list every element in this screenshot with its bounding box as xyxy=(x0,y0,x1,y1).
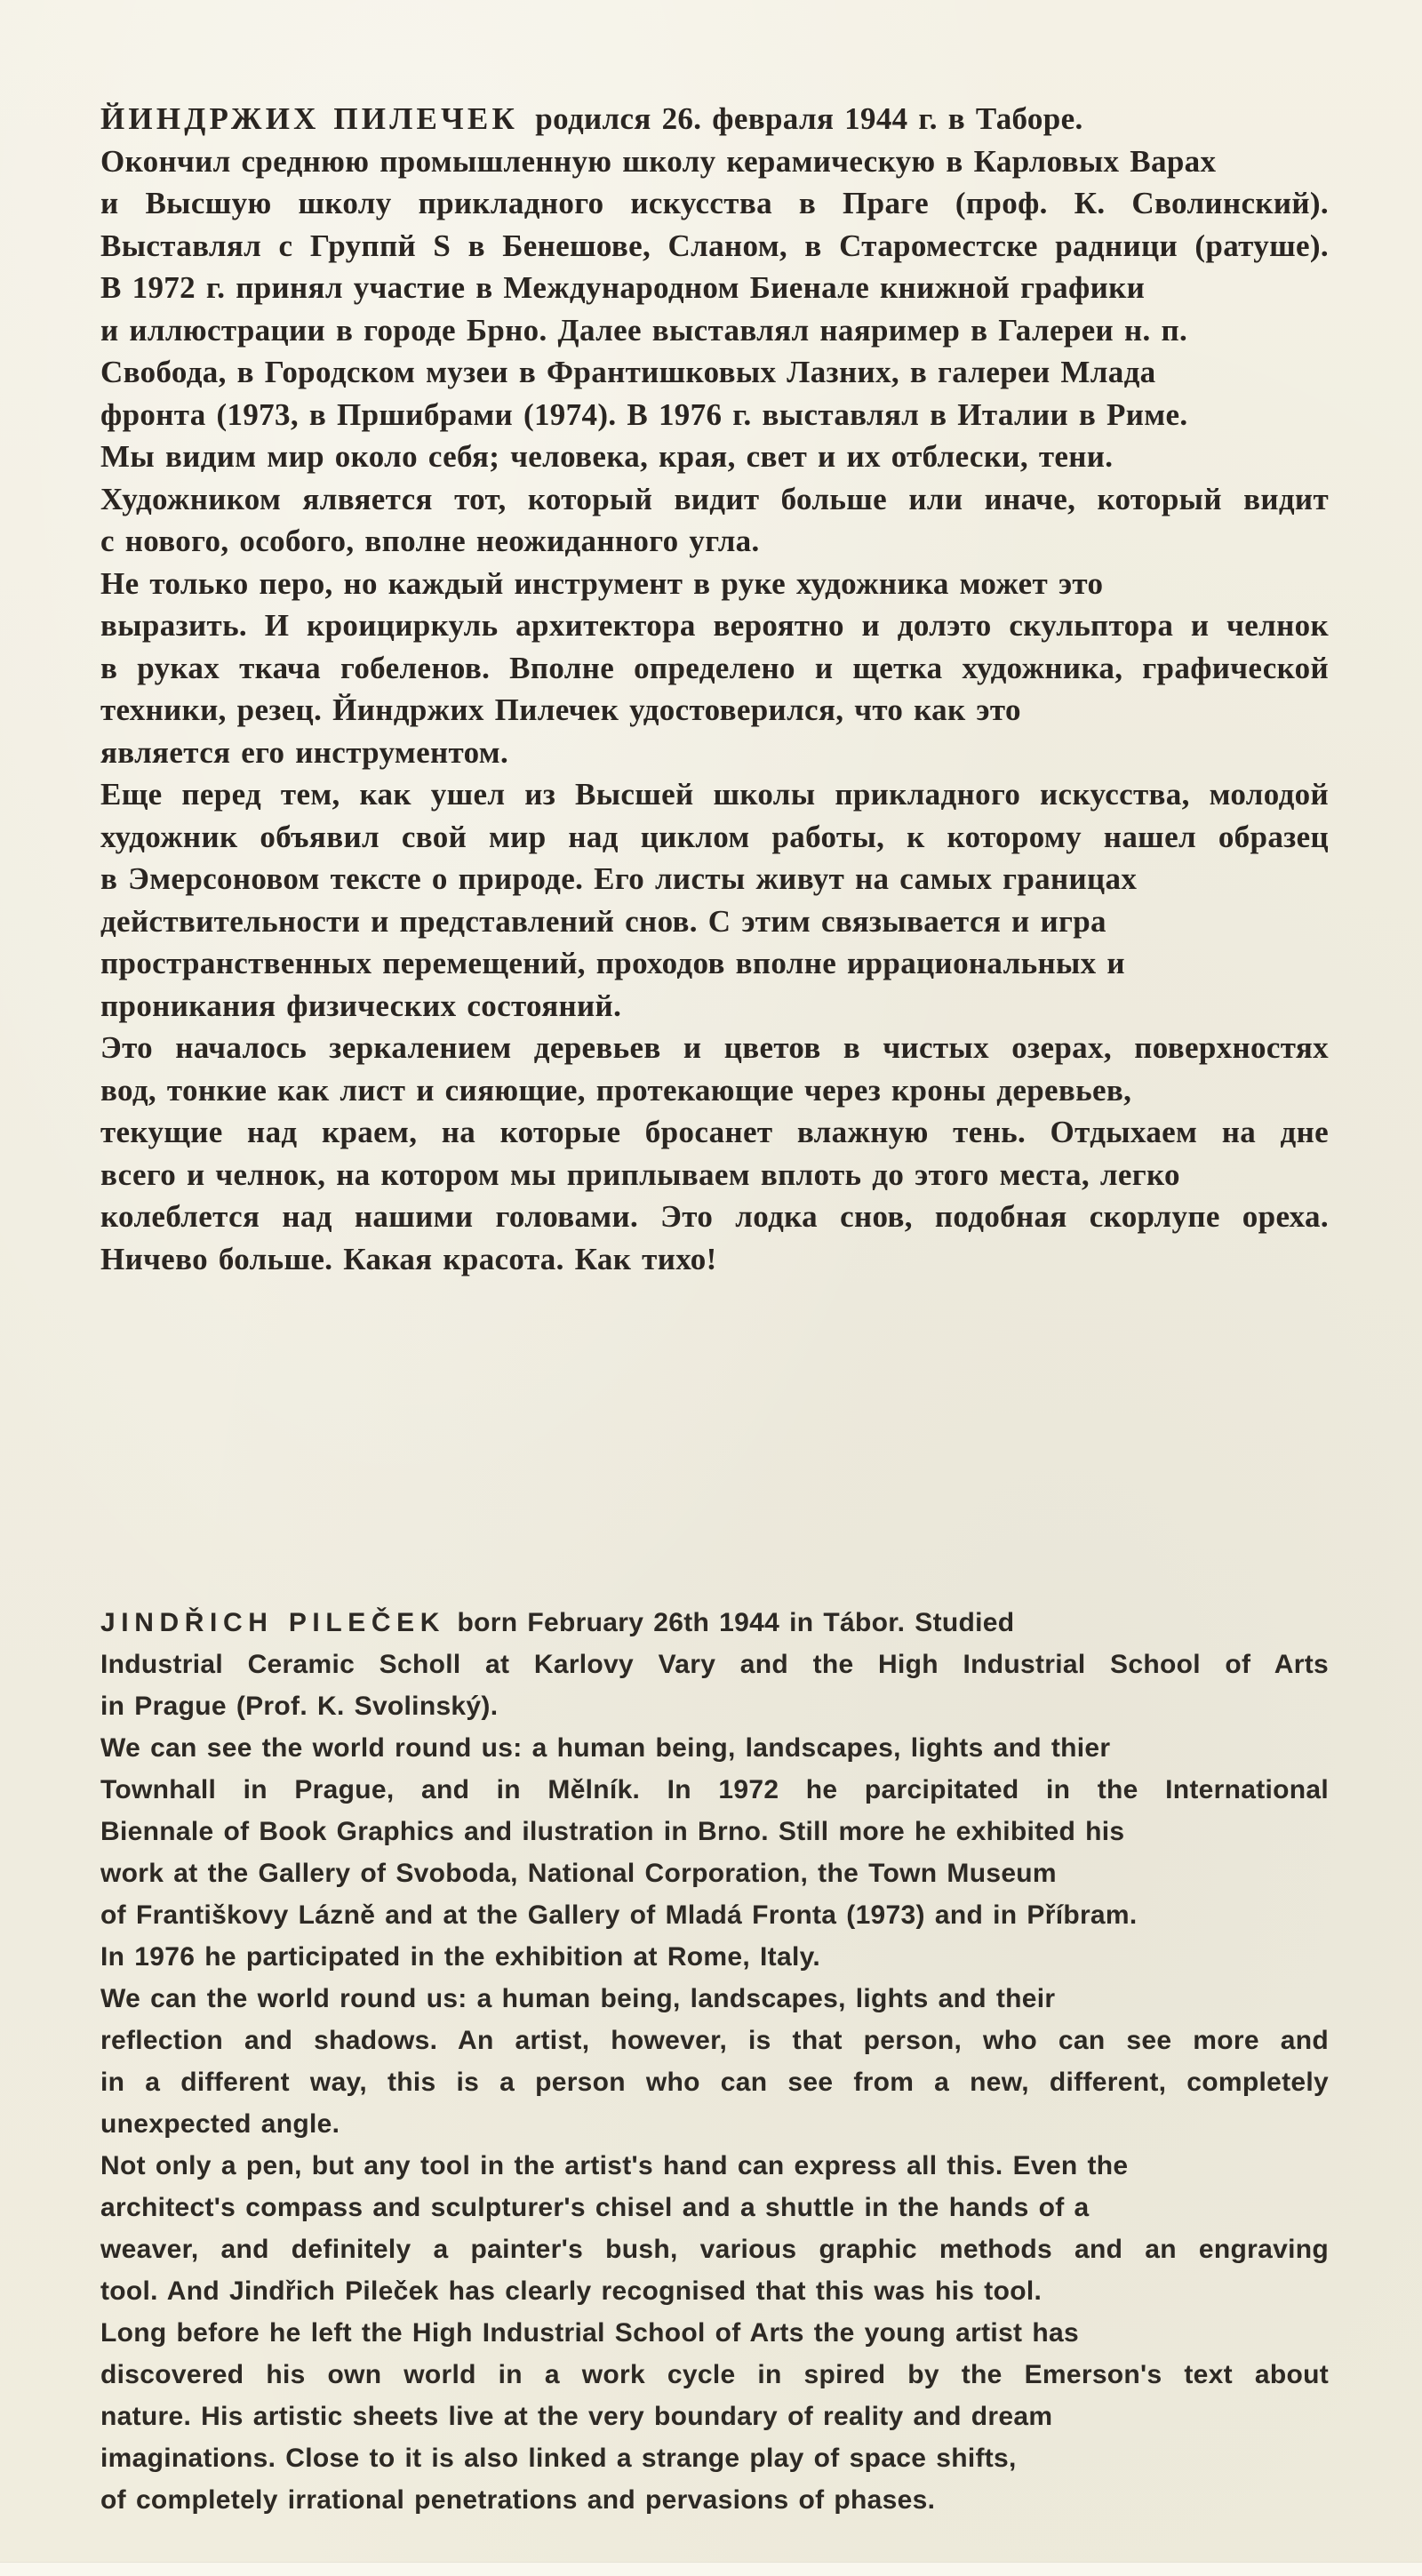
text-line: In 1976 he participated in the exhibition at Rome, Italy. xyxy=(100,1942,820,1972)
text-line: Окончил среднюю промышленную школу керамическую в Карловых Варах xyxy=(100,143,1217,179)
text-line: discovered his own world in a work cycle in spired by the Emerson's text about xyxy=(100,2360,1329,2389)
text-line: of completely irrational penetrations and pervasions of phases. xyxy=(100,2485,936,2515)
text-line: Выставлял с Группй S в Бенешове, Сланом, в Староместске радници (ратуше). xyxy=(100,228,1329,263)
text-line: проникания физических состояний. xyxy=(100,988,622,1023)
russian-intro-line xyxy=(100,98,1329,140)
text-line: является его инструментом. xyxy=(100,734,509,770)
russian-text-section xyxy=(100,98,1329,1280)
text-line: и иллюстрации в городе Брно. Далее выставлял наяример в Галереи н. п. xyxy=(100,312,1188,348)
text-line: Еще перед тем, как ушел из Высшей школы прикладного искусства, молодой xyxy=(100,777,1329,812)
text-line: in Prague (Prof. K. Svolinský). xyxy=(100,1692,499,1721)
text-line: unexpected angle. xyxy=(100,2109,340,2139)
text-line: nature. His artistic sheets live at the very boundary of reality and dream xyxy=(100,2402,1053,2431)
artist-name-russian: ЙИНДРЖИХ ПИЛЕЧЕК xyxy=(100,101,519,136)
text-line: пространственных перемещений, проходов вполне иррациональных и xyxy=(100,946,1125,980)
text-line: Мы видим мир около себя; человека, края, свет и их отблески, тени. xyxy=(100,439,1114,474)
text-line: В 1972 г. принял участие в Международном Биенале книжной графики xyxy=(100,270,1146,305)
text-line: фронта (1973, в Пршибрами (1974). В 1976 г. выставлял в Италии в Риме. xyxy=(100,396,1188,432)
text-line: вод, тонкие как лист и сияющие, протекающие через кроны деревьев, xyxy=(100,1072,1132,1108)
text-line: We can the world round us: a human being, landscapes, lights and their xyxy=(100,1984,1056,2013)
text-line: в Эмерсоновом тексте о природе. Его листы живут на самых границах xyxy=(100,861,1138,896)
text-line: Художником ялвяется тот, который видит больше или иначе, который видит xyxy=(100,481,1329,516)
russian-intro-rest: родился 26. февраля 1944 г. в Таборе. xyxy=(535,101,1083,136)
text-line: Это началось зеркалением деревьев и цветов в чистых озерах, поверхностях xyxy=(100,1030,1329,1065)
text-line: текущие над краем, на которые бросанет влажную тень. Отдыхаем на дне xyxy=(100,1115,1329,1149)
text-line: Not only a pen, but any tool in the artist's hand can express all this. Even the xyxy=(100,2151,1129,2180)
text-line: imaginations. Close to it is also linked a strange play of space shifts, xyxy=(100,2444,1017,2473)
artist-name-english: JINDŘICH PILEČEK xyxy=(100,1608,446,1637)
english-text-section xyxy=(100,1602,1329,2521)
text-line: Industrial Ceramic Scholl at Karlovy Vary and the High Industrial School of Arts xyxy=(100,1650,1329,1679)
text-line: Свобода, в Городском музеи в Франтишковых Лазних, в галереи Млада xyxy=(100,355,1156,389)
text-line: выразить. И кроициркуль архитектора вероятно и долэто скульптора и челнок xyxy=(100,608,1329,643)
text-line: Не только перо, но каждый инструмент в руке художника может это xyxy=(100,565,1104,601)
english-paragraph-lines xyxy=(100,1644,1329,2521)
english-intro-line xyxy=(100,1602,1329,1644)
text-line: действительности и представлений снов. С этим связывается и игра xyxy=(100,903,1106,939)
text-line: всего и челнок, на котором мы приплываем вплоть до этого места, легко xyxy=(100,1156,1180,1192)
text-line: Ничево больше. Какая красота. Как тихо! xyxy=(100,1241,717,1276)
text-line: work at the Gallery of Svoboda, National Corporation, the Town Museum xyxy=(100,1859,1057,1888)
english-intro-rest: born February 26th 1944 in Tábor. Studied xyxy=(457,1608,1015,1637)
text-line: reflection and shadows. An artist, however, is that person, who can see more and xyxy=(100,2026,1329,2055)
russian-paragraph-lines xyxy=(100,140,1329,1281)
text-line: с нового, особого, вполне неожиданного угла. xyxy=(100,524,760,558)
text-line: weaver, and definitely a painter's bush, various graphic methods and an engraving xyxy=(100,2235,1329,2264)
text-line: in a different way, this is a person who can see from a new, different, completely xyxy=(100,2068,1329,2097)
text-line: техники, резец. Йиндржих Пилечек удостоверился, что как это xyxy=(100,692,1021,727)
text-line: в руках ткача гобеленов. Вполне определено и щетка художника, графической xyxy=(100,650,1329,685)
text-line: Townhall in Prague, and in Mělník. In 1972 he parcipitated in the International xyxy=(100,1775,1329,1804)
text-line: колеблется над нашими головами. Это лодка снов, подобная скорлупе ореха. xyxy=(100,1199,1329,1234)
text-line: architect's compass and sculpturer's chisel and a shuttle in the hands of a xyxy=(100,2193,1090,2222)
text-line: Long before he left the High Industrial School of Arts the young artist has xyxy=(100,2318,1079,2348)
text-line: tool. And Jindřich Pileček has clearly recognised that this was his tool. xyxy=(100,2276,1043,2306)
text-line: of Františkovy Lázně and at the Gallery of Mladá Fronta (1973) and in Příbram. xyxy=(100,1900,1138,1930)
text-line: Biennale of Book Graphics and ilustration in Brno. Still more he exhibited his xyxy=(100,1817,1125,1846)
text-line: художник объявил свой мир над циклом работы, к которому нашел образец xyxy=(100,819,1329,854)
text-line: и Высшую школу прикладного искусства в Праге (проф. К. Сволинский). xyxy=(100,186,1329,220)
text-line: We can see the world round us: a human being, landscapes, lights and thier xyxy=(100,1733,1111,1763)
page-bottom-edge xyxy=(0,2562,1422,2576)
